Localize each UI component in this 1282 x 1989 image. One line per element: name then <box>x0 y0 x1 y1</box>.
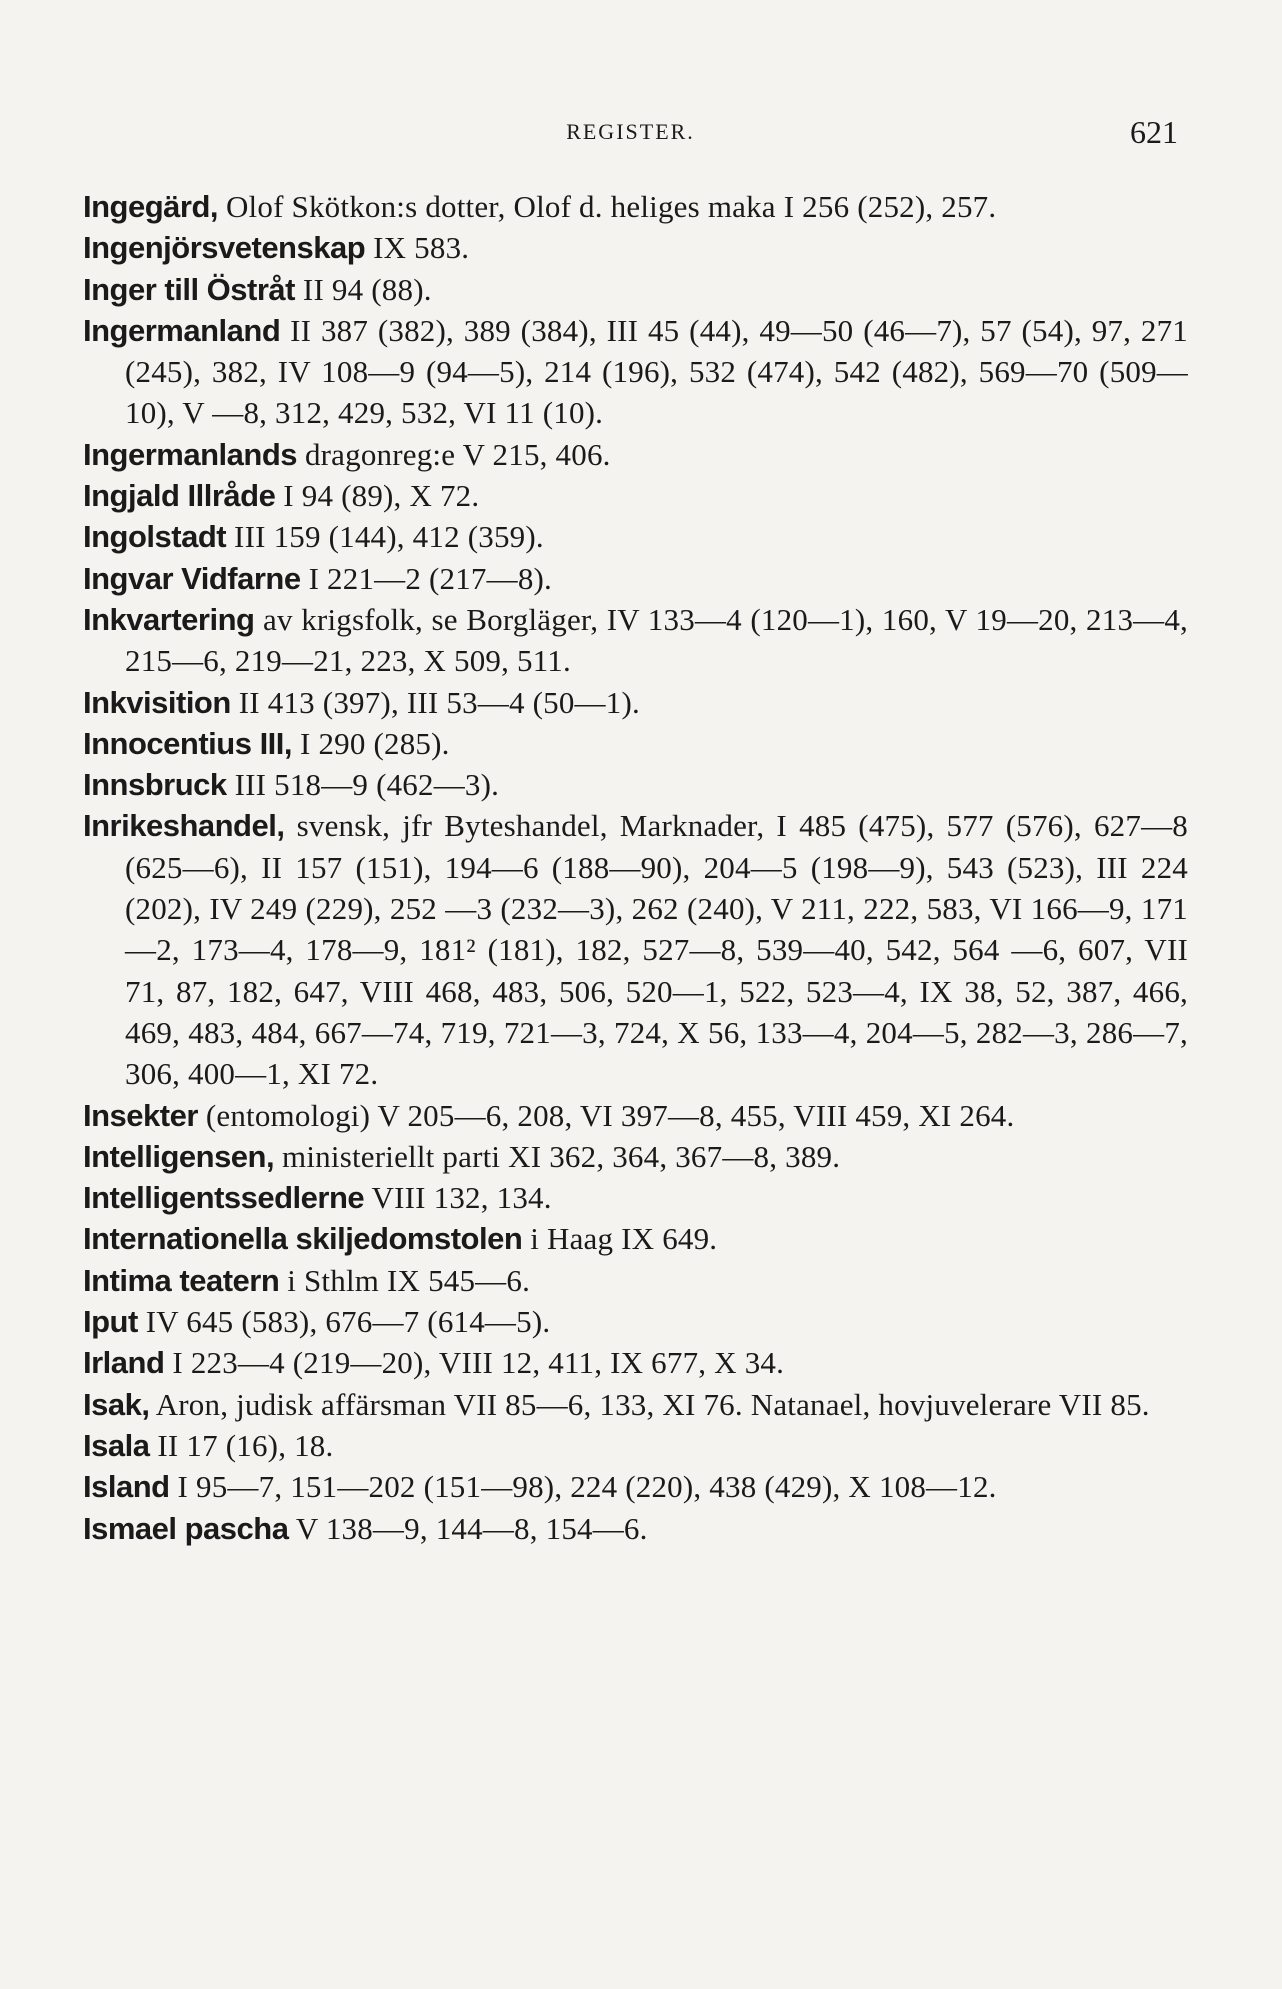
index-entry <box>83 1384 1188 1425</box>
entry-refs: I 223—4 (219—20), VIII 12, 411, IX 677, X 34. <box>164 1345 785 1381</box>
index-entry <box>83 1218 1188 1259</box>
index-entry <box>83 310 1188 434</box>
entry-refs: I 94 (89), X 72. <box>275 478 480 514</box>
page-number: 621 <box>1130 114 1178 150</box>
index-entry <box>83 1301 1188 1342</box>
entry-refs: I 221—2 (217—8). <box>300 560 552 596</box>
entry-refs: II 413 (397), III 53—4 (50—1). <box>230 684 640 720</box>
entry-term: Irland <box>83 1345 165 1381</box>
entry-term: Isala <box>83 1427 150 1463</box>
entry-term: Isak, <box>83 1386 150 1422</box>
entry-refs: (entomologi) V 205—6, 208, VI 397—8, 455, VIII 459, XI 264. <box>197 1097 1015 1133</box>
index-entry <box>83 186 1188 227</box>
index-entry <box>83 599 1188 682</box>
entry-term: Iput <box>83 1304 138 1340</box>
index-entry <box>83 516 1188 557</box>
index-entry <box>83 805 1188 1094</box>
entry-refs: I 290 (285). <box>292 725 450 761</box>
entry-term: Ingolstadt <box>83 519 227 555</box>
index-entry <box>83 1260 1188 1301</box>
index-entry <box>83 558 1188 599</box>
index-entry <box>83 269 1188 310</box>
entry-refs: dragonreg:e V 215, 406. <box>297 436 611 472</box>
entry-refs: V 138—9, 144—8, 154—6. <box>288 1510 648 1546</box>
entry-refs: Olof Skötkon:s dotter, Olof d. heliges maka I 256 (252), 257. <box>218 189 997 224</box>
index-entry <box>83 1425 1188 1466</box>
entry-refs: av krigsfolk, se Borgläger, IV 133—4 (120—1), 160, V 19—20, 213—4, 215—6, 219—21, 223, X 509, 511. <box>125 601 1188 679</box>
entry-refs: II 387 (382), 389 (384), III 45 (44), 49—50 (46—7), 57 (54), 97, 271 (245), 382, IV 108—9 (94—5), 214 (196), 532 (474), 542 (482), 569—70 (509—10), V —8, 312, 429, 532, VI 11 (10). <box>125 312 1188 431</box>
entry-term: Inrikeshandel, <box>83 808 285 844</box>
index-entry <box>83 1508 1188 1549</box>
index-entry <box>83 1177 1188 1218</box>
index-entry <box>83 1095 1188 1136</box>
index-entries <box>83 186 1188 1549</box>
running-title: REGISTER. <box>566 119 695 144</box>
running-head <box>83 112 1178 152</box>
entry-refs: III 518—9 (462—3). <box>226 767 500 803</box>
entry-term: Intima teatern <box>83 1262 280 1298</box>
index-entry <box>83 1136 1188 1177</box>
entry-refs: i Sthlm IX 545—6. <box>279 1262 531 1298</box>
entry-refs: III 159 (144), 412 (359). <box>226 519 544 555</box>
index-entry <box>83 764 1188 805</box>
entry-term: Intelligensen, <box>83 1138 275 1174</box>
index-entry <box>83 475 1188 516</box>
entry-term: Intelligentssedlerne <box>83 1180 365 1216</box>
entry-refs: I 95—7, 151—202 (151—98), 224 (220), 438 (429), X 108—12. <box>169 1469 997 1505</box>
index-entry <box>83 682 1188 723</box>
entry-term: Ingjald Illråde <box>83 478 276 514</box>
entry-term: Innocentius III, <box>83 725 293 761</box>
entry-term: Island <box>83 1469 170 1505</box>
index-entry <box>83 1466 1188 1507</box>
entry-refs: svensk, jfr Byteshandel, Marknader, I 485 (475), 577 (576), 627—8 (625—6), II 157 (151), 194—6 (188—90), 204—5 (198—9), 543 (523), III 224 (202), IV 249 (229), 252 —3 (232—3), 262 (240), V 211, 222, 583, VI 166—9, 171—2, 173—4, 178—9, 181² (181), 182, 527—8, 539—40, 542, 564 —6, 607, VII 71, 87, 182, 647, VIII 468, 483, 506, 520—1, 522, 523—4, IX 38, 52, 387, 466, 469, 483, 484, 667—74, 719, 721—3, 724, X 56, 133—4, 204—5, 282—3, 286—7, 306, 400—1, XI 72. <box>125 808 1188 1092</box>
entry-term: Innsbruck <box>83 767 227 803</box>
index-entry <box>83 1342 1188 1383</box>
entry-refs: II 94 (88). <box>294 271 432 307</box>
entry-term: Ingermanlands <box>83 436 297 472</box>
entry-refs: IX 583. <box>365 230 470 266</box>
entry-term: Internationella skiljedomstolen <box>83 1221 523 1257</box>
entry-refs: VIII 132, 134. <box>364 1180 552 1216</box>
entry-term: Ingegärd, <box>83 189 219 224</box>
entry-refs: i Haag IX 649. <box>522 1221 718 1257</box>
entry-term: Inkvartering <box>83 601 255 637</box>
entry-refs: IV 645 (583), 676—7 (614—5). <box>137 1304 551 1340</box>
entry-term: Insekter <box>83 1097 198 1133</box>
entry-term: Inger till Östråt <box>83 271 295 307</box>
index-entry <box>83 723 1188 764</box>
entry-refs: ministeriellt parti XI 362, 364, 367—8, 389. <box>274 1138 841 1174</box>
entry-term: Ingermanland <box>83 312 281 348</box>
index-entry <box>83 434 1188 475</box>
entry-refs: Aron, judisk affärsman VII 85—6, 133, XI 76. Natanael, hovjuvelerare VII 85. <box>149 1386 1150 1422</box>
index-entry <box>83 227 1188 268</box>
entry-term: Ingvar Vidfarne <box>83 560 301 596</box>
entry-term: Inkvisition <box>83 684 231 720</box>
entry-term: Ingenjörsvetenskap <box>83 230 366 266</box>
entry-term: Ismael pascha <box>83 1510 289 1546</box>
entry-refs: II 17 (16), 18. <box>149 1427 334 1463</box>
